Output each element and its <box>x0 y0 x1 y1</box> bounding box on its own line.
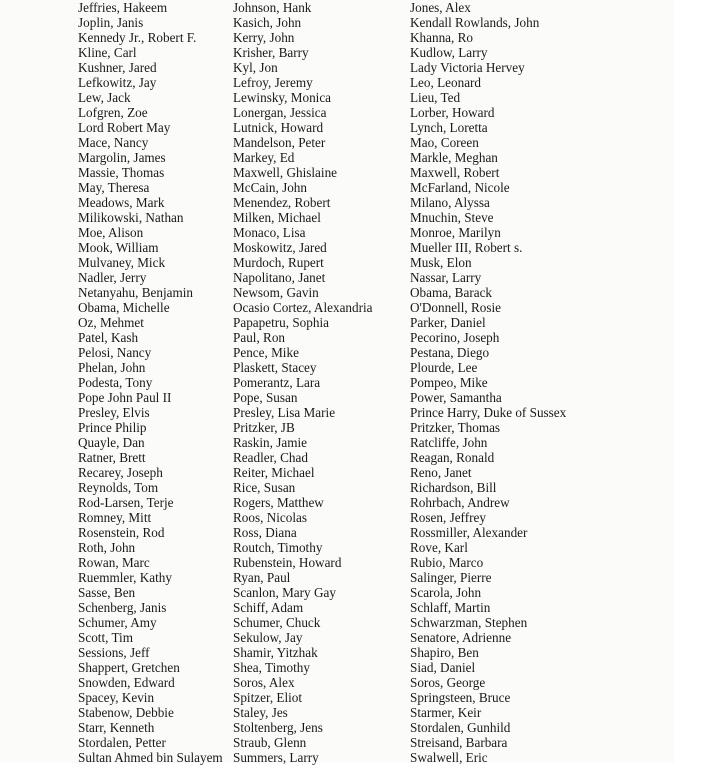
name-entry: Maxwell, Robert <box>410 165 500 180</box>
name-entry: Krisher, Barry <box>233 45 309 60</box>
name-entry: Schumer, Amy <box>78 615 157 630</box>
name-entry: Shappert, Gretchen <box>78 660 180 675</box>
name-entry: Prince Harry, Duke of Sussex <box>410 405 567 420</box>
name-column-2 <box>233 0 373 765</box>
name-entry: Rosen, Jeffrey <box>410 510 486 525</box>
name-entry: Obama, Michelle <box>78 300 170 315</box>
name-entry: Spitzer, Eliot <box>233 690 303 705</box>
name-entry: Milken, Michael <box>233 210 321 225</box>
name-entry: Sultan Ahmed bin Sulayem <box>78 750 223 765</box>
name-entry: Raskin, Jamie <box>233 435 307 450</box>
name-entry: Lieu, Ted <box>410 90 461 105</box>
name-entry: Schiff, Adam <box>233 600 304 615</box>
name-entry: Stordalen, Petter <box>78 735 166 750</box>
name-entry: Starmer, Keir <box>410 705 482 720</box>
name-entry: Newsom, Gavin <box>233 285 319 300</box>
name-entry: Monaco, Lisa <box>233 225 306 240</box>
name-entry: Richardson, Bill <box>410 480 497 495</box>
name-entry: Pope, Susan <box>233 390 298 405</box>
name-entry: Rod-Larsen, Terje <box>78 495 174 510</box>
name-entry: Snowden, Edward <box>78 675 175 690</box>
name-entry: Senatore, Adrienne <box>410 630 512 645</box>
name-entry: Markey, Ed <box>233 150 295 165</box>
name-entry: Murdoch, Rupert <box>233 255 324 270</box>
name-entry: Reagan, Ronald <box>410 450 495 465</box>
name-entry: Margolin, James <box>78 150 166 165</box>
name-entry: Springsteen, Bruce <box>410 690 511 705</box>
name-entry: Reynolds, Tom <box>78 480 159 495</box>
name-entry: Straub, Glenn <box>233 735 307 750</box>
name-entry: Netanyahu, Benjamin <box>78 285 193 300</box>
name-entry: Prince Philip <box>78 420 147 435</box>
name-entry: Maxwell, Ghislaine <box>233 165 338 180</box>
name-entry: Pelosi, Nancy <box>78 345 152 360</box>
name-entry: Leo, Leonard <box>410 75 482 90</box>
name-entry: Mao, Coreen <box>410 135 479 150</box>
name-entry: Nadler, Jerry <box>78 270 147 285</box>
name-entry: Paul, Ron <box>233 330 286 345</box>
name-entry: Lofgren, Zoe <box>78 105 148 120</box>
name-entry: Mulvaney, Mick <box>78 255 166 270</box>
name-entry: Scanlon, Mary Gay <box>233 585 336 600</box>
name-entry: Mace, Nancy <box>78 135 149 150</box>
name-entry: Spacey, Kevin <box>78 690 155 705</box>
name-entry: Milano, Alyssa <box>410 195 490 210</box>
name-entry: Mandelson, Peter <box>233 135 326 150</box>
name-entry: Shapiro, Ben <box>410 645 479 660</box>
name-entry: Lutnick, Howard <box>233 120 324 135</box>
name-entry: Pomerantz, Lara <box>233 375 321 390</box>
name-entry: Rice, Susan <box>233 480 296 495</box>
name-entry: Siad, Daniel <box>410 660 476 675</box>
name-entry: Ratner, Brett <box>78 450 146 465</box>
name-entry: Summers, Larry <box>233 750 319 765</box>
name-entry: Ruemmler, Kathy <box>78 570 172 585</box>
name-entry: Scott, Tim <box>78 630 133 645</box>
name-entry: Pence, Mike <box>233 345 299 360</box>
name-entry: Sekulow, Jay <box>233 630 303 645</box>
name-entry: Kendall Rowlands, John <box>410 15 540 30</box>
name-entry: Lefroy, Jeremy <box>233 75 313 90</box>
name-entry: Soros, Alex <box>233 675 295 690</box>
name-entry: Pope John Paul II <box>78 390 172 405</box>
name-entry: Rove, Karl <box>410 540 468 555</box>
name-entry: Musk, Elon <box>410 255 472 270</box>
name-entry: Obama, Barack <box>410 285 493 300</box>
name-entry: Milikowski, Nathan <box>78 210 184 225</box>
name-entry: Menendez, Robert <box>233 195 331 210</box>
name-entry: Nassar, Larry <box>410 270 482 285</box>
name-entry: Power, Samantha <box>410 390 502 405</box>
name-entry: Lefkowitz, Jay <box>78 75 157 90</box>
name-entry: Staley, Jes <box>233 705 288 720</box>
name-entry: Pompeo, Mike <box>410 375 488 390</box>
name-entry: Joplin, Janis <box>78 15 144 30</box>
name-entry: Romney, Mitt <box>78 510 152 525</box>
name-entry: Papapetru, Sophia <box>233 315 329 330</box>
name-entry: Schlaff, Martin <box>410 600 491 615</box>
name-entry: Lorber, Howard <box>410 105 495 120</box>
name-entry: Lew, Jack <box>78 90 131 105</box>
name-entry: Lord Robert May <box>78 120 171 135</box>
name-entry: Recarey, Joseph <box>78 465 163 480</box>
name-entry: Starr, Kenneth <box>78 720 155 735</box>
name-entry: Shea, Timothy <box>233 660 310 675</box>
name-entry: Soros, George <box>410 675 486 690</box>
name-entry: Ross, Diana <box>233 525 297 540</box>
name-entry: Scarola, John <box>410 585 482 600</box>
name-entry: Lonergan, Jessica <box>233 105 327 120</box>
name-entry: Schwarzman, Stephen <box>410 615 528 630</box>
name-entry: Stabenow, Debbie <box>78 705 174 720</box>
name-entry: Plourde, Lee <box>410 360 478 375</box>
name-entry: Reiter, Michael <box>233 465 315 480</box>
name-entry: Phelan, John <box>78 360 146 375</box>
name-entry: Ryan, Paul <box>233 570 291 585</box>
name-entry: Monroe, Marilyn <box>410 225 501 240</box>
name-entry: Rohrbach, Andrew <box>410 495 510 510</box>
name-entry: Sasse, Ben <box>78 585 136 600</box>
name-entry: Sessions, Jeff <box>78 645 150 660</box>
name-column-3 <box>410 0 566 765</box>
name-entry: Kyl, Jon <box>233 60 278 75</box>
name-entry: Pritzker, Thomas <box>410 420 501 435</box>
name-entry: Mnuchin, Steve <box>410 210 494 225</box>
name-entry: O'Donnell, Rosie <box>410 300 502 315</box>
name-entry: Podesta, Tony <box>78 375 153 390</box>
name-entry: Rubenstein, Howard <box>233 555 342 570</box>
name-entry: Kushner, Jared <box>78 60 157 75</box>
name-entry: Moskowitz, Jared <box>233 240 327 255</box>
name-entry: Stoltenberg, Jens <box>233 720 323 735</box>
name-entry: Schenberg, Janis <box>78 600 167 615</box>
name-entry: Rogers, Matthew <box>233 495 324 510</box>
name-entry: Meadows, Mark <box>78 195 165 210</box>
name-entry: Swalwell, Eric <box>410 750 488 765</box>
name-entry: Presley, Elvis <box>78 405 150 420</box>
name-entry: Jeffries, Hakeem <box>78 0 168 15</box>
name-entry: Lewinsky, Monica <box>233 90 332 105</box>
name-entry: Napolitano, Janet <box>233 270 326 285</box>
name-entry: Rossmiller, Alexander <box>410 525 528 540</box>
name-entry: Jones, Alex <box>410 0 471 15</box>
name-entry: Rosenstein, Rod <box>78 525 165 540</box>
name-entry: Oz, Mehmet <box>78 315 144 330</box>
name-entry: Moe, Alison <box>78 225 144 240</box>
name-entry: Rubio, Marco <box>410 555 484 570</box>
name-entry: Salinger, Pierre <box>410 570 492 585</box>
name-entry: Plaskett, Stacey <box>233 360 317 375</box>
name-entry: Parker, Daniel <box>410 315 486 330</box>
name-entry: Lynch, Loretta <box>410 120 488 135</box>
name-entry: Kasich, John <box>233 15 302 30</box>
name-entry: Kerry, John <box>233 30 295 45</box>
name-entry: Quayle, Dan <box>78 435 145 450</box>
name-entry: Lady Victoria Hervey <box>410 60 525 75</box>
name-entry: Readler, Chad <box>233 450 308 465</box>
name-entry: Pritzker, JB <box>233 420 295 435</box>
name-entry: Markle, Meghan <box>410 150 498 165</box>
name-entry: Kennedy Jr., Robert F. <box>78 30 197 45</box>
name-entry: Pecorino, Joseph <box>410 330 500 345</box>
name-entry: Streisand, Barbara <box>410 735 508 750</box>
name-entry: Ocasio Cortez, Alexandria <box>233 300 373 315</box>
name-entry: Stordalen, Gunhild <box>410 720 511 735</box>
name-entry: Kudlow, Larry <box>410 45 488 60</box>
name-entry: Pestana, Diego <box>410 345 490 360</box>
name-entry: Schumer, Chuck <box>233 615 321 630</box>
name-column-1 <box>78 0 223 765</box>
name-entry: Kline, Carl <box>78 45 137 60</box>
name-entry: Ratcliffe, John <box>410 435 488 450</box>
name-entry: Reno, Janet <box>410 465 472 480</box>
name-entry: May, Theresa <box>78 180 150 195</box>
name-entry: McCain, John <box>233 180 307 195</box>
name-entry: Patel, Kash <box>78 330 139 345</box>
name-entry: Rowan, Marc <box>78 555 150 570</box>
name-entry: Khanna, Ro <box>410 30 473 45</box>
name-entry: Massie, Thomas <box>78 165 165 180</box>
name-entry: Johnson, Hank <box>233 0 312 15</box>
name-entry: Roos, Nicolas <box>233 510 307 525</box>
name-entry: Shamir, Yitzhak <box>233 645 318 660</box>
name-entry: Mook, William <box>78 240 159 255</box>
name-entry: Routch, Timothy <box>233 540 323 555</box>
name-entry: Presley, Lisa Marie <box>233 405 336 420</box>
name-entry: Roth, John <box>78 540 136 555</box>
name-entry: McFarland, Nicole <box>410 180 510 195</box>
name-entry: Mueller III, Robert s. <box>410 240 523 255</box>
